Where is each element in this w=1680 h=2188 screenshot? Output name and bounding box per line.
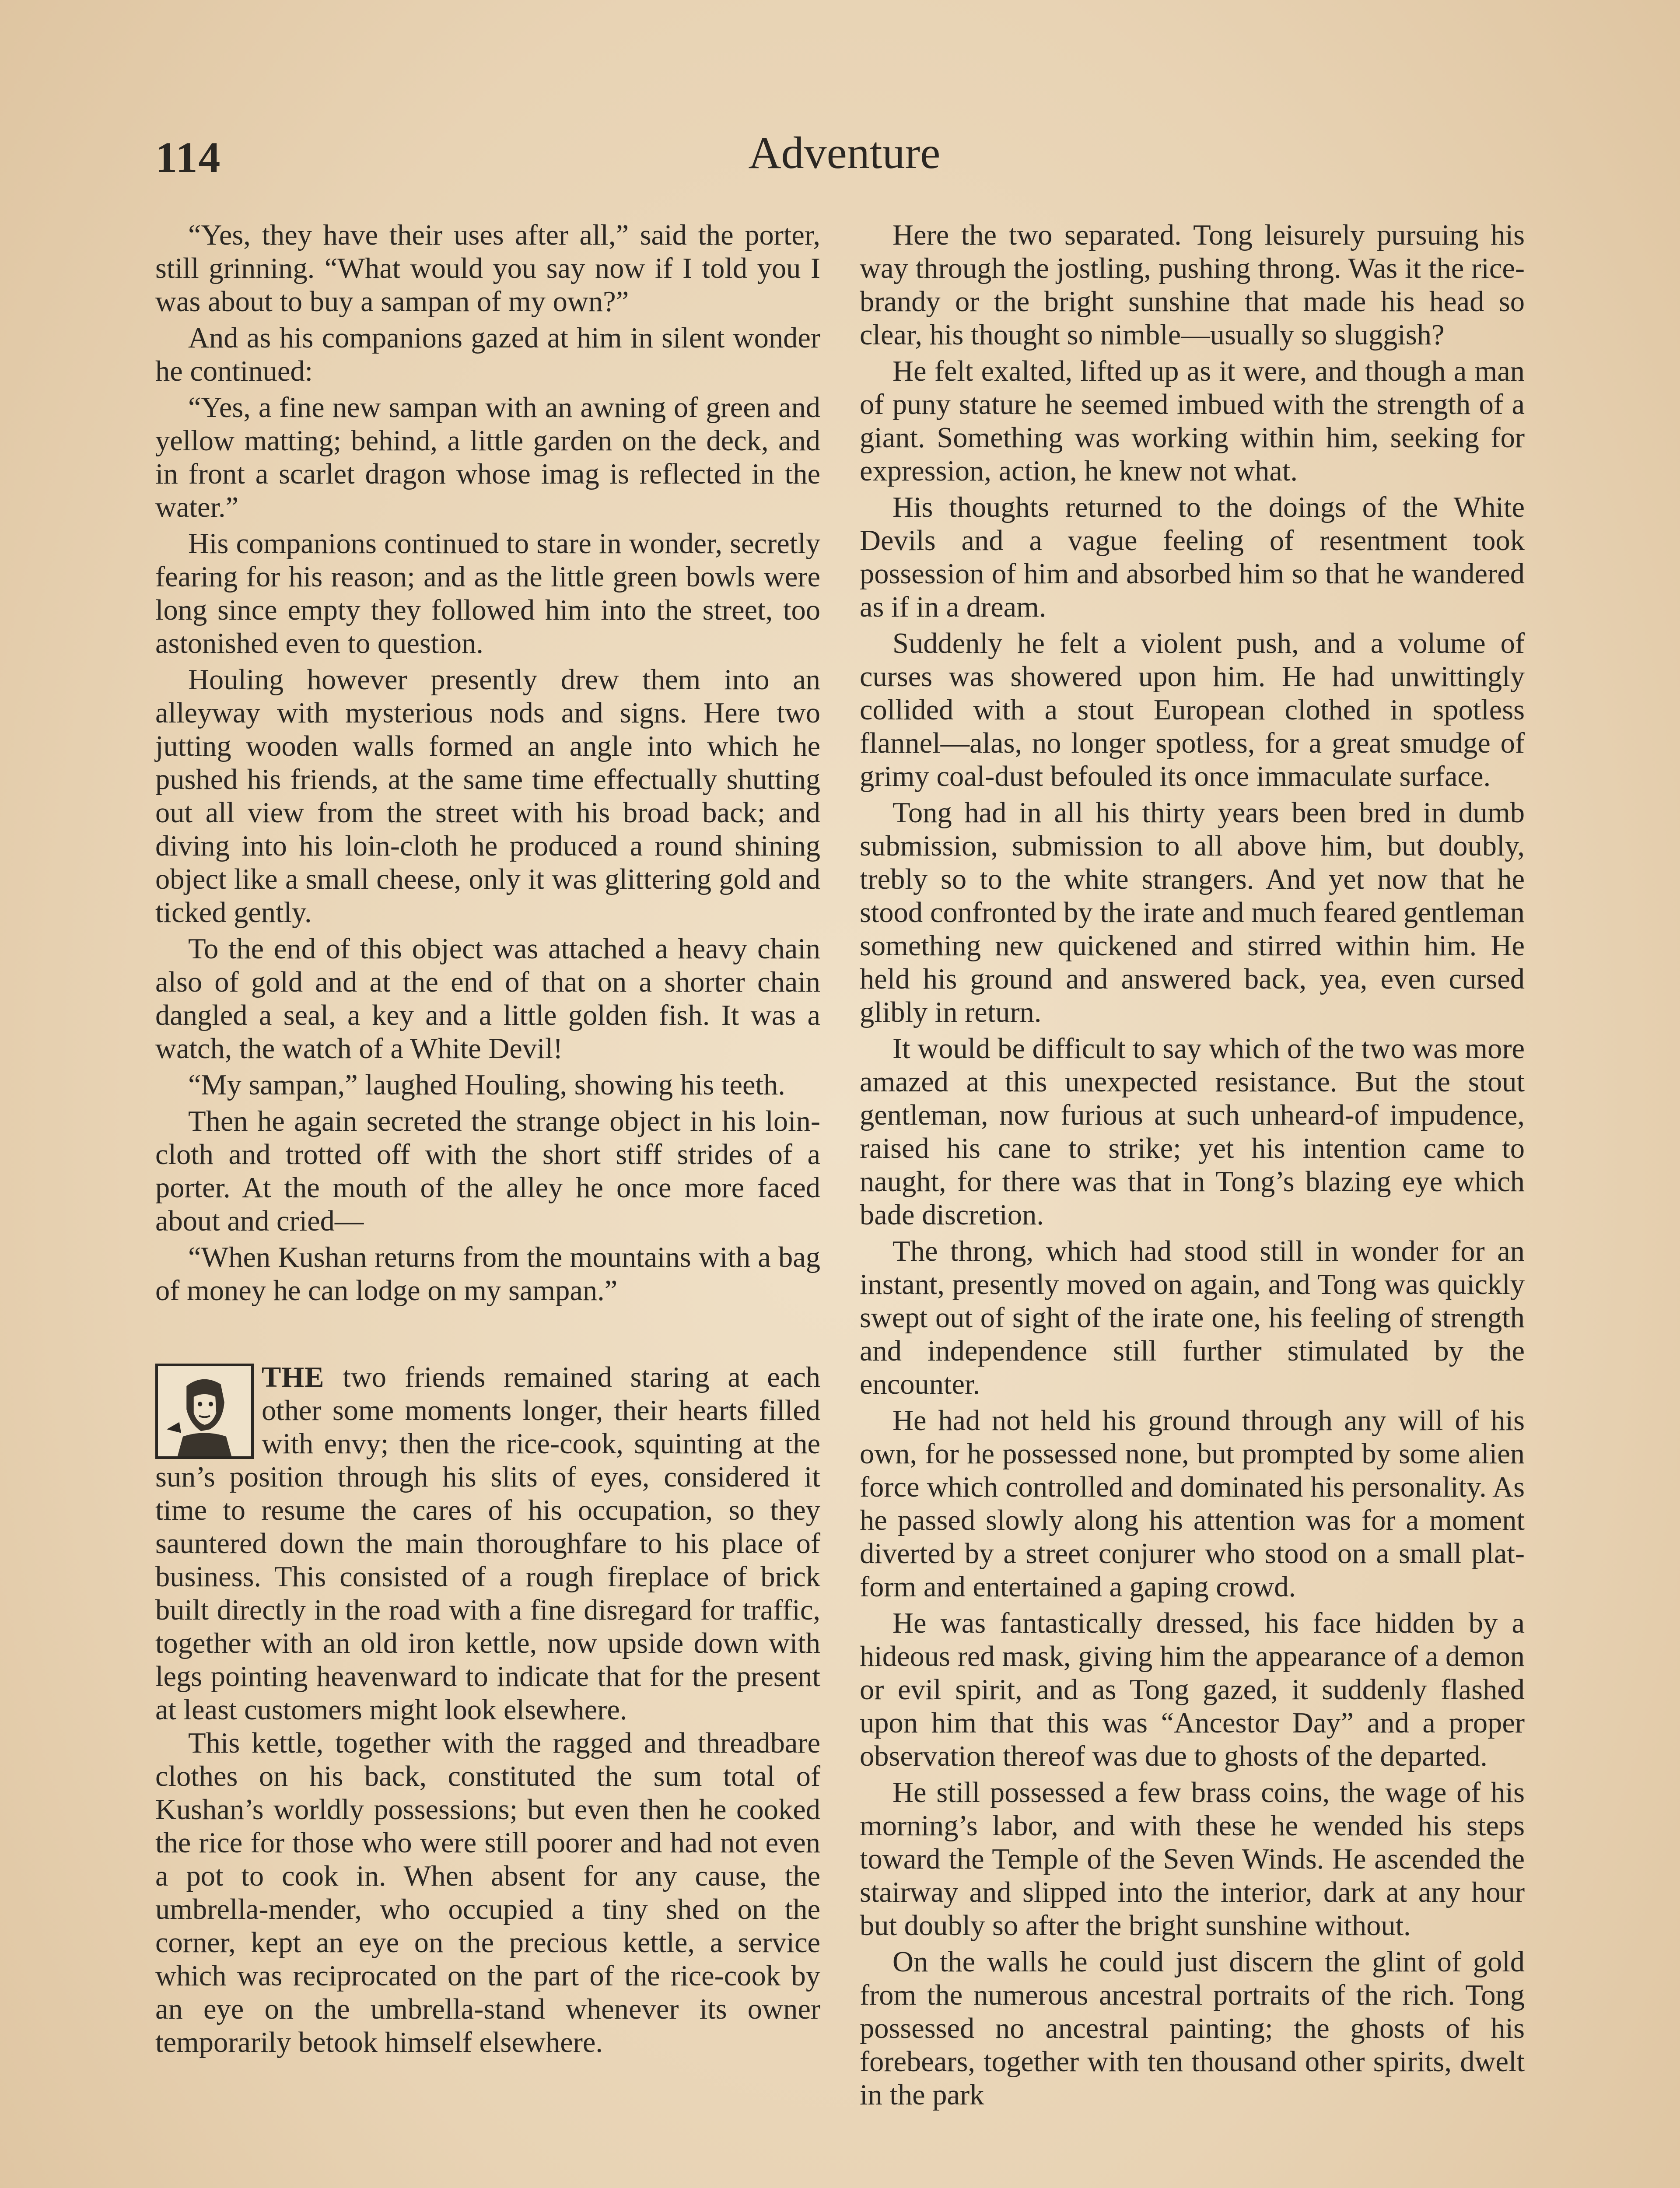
paragraph: Tong had in all his thirty years been bred in dumb submission, submission to all above him, but doubly, trebly so to the white strangers. And yet now that he stood confronted by the irate and much feared gentleman something new quickened and stirred within him. He held his ground and answered back, yea, even cursed glibly in return. [860, 797, 1525, 1028]
drop-cap-lead-word: THE [262, 1361, 325, 1393]
paragraph: He was fantastically dressed, his face hidden by a hideous red mask, giving him the appearance of a demon or evil spirit, and as Tong gazed, it suddenly flashed upon him that this was “Ancestor Day” and a proper observation thereof was due to ghosts of the departed. [860, 1607, 1525, 1772]
paragraph: He felt exalted, lifted up as it were, and though a man of puny stature he seemed imbued with the strength of a giant. Something was working within him, seeking for expression, action, he knew not what. [860, 355, 1525, 487]
paragraph: On the walls he could just discern the glint of gold from the numerous ancestral portraits of the rich. Tong possessed no ancestral painting; the ghosts of his forebears, together with ten thousand other spirits, dwelt in the park [860, 1946, 1525, 2111]
portrait-vignette-icon [155, 1364, 254, 1459]
drop-cap-paragraph-text: two friends remained staring at each other some moments longer, their hearts filled with envy; then the rice-cook, squinting at the sun’s position through his slits of eyes, considered it time to resume the cares of his occupation, so they sauntered down the main thoroughfare to his place of business. This consisted of a rough fireplace of brick built directly in the road with a fine disregard for traffic, together with an old iron kettle, now upside down with legs pointing heavenward to indicate that for the present at least customers might look elsewhere. [155, 1361, 820, 1726]
paragraph: To the end of this object was attached a heavy chain also of gold and at the end of that on a shorter chain dangled a seal, a key and a little golden fish. It was a watch, the watch of a White Devil! [155, 933, 820, 1065]
paragraph: “Yes, they have their uses after all,” said the porter, still grinning. “What would you say now if I told you I was about to buy a sampan of my own?” [155, 219, 820, 318]
paragraph: His thoughts returned to the doings of the White Devils and a vague feeling of resentment took possession of him and absorbed him so that he wandered as if in a dream. [860, 491, 1525, 623]
running-title: Adventure [748, 128, 941, 178]
paragraph: “My sampan,” laughed Houling, showing his teeth. [188, 1069, 785, 1101]
right-column [860, 219, 1525, 2115]
drop-cap-section [155, 1361, 820, 2059]
paragraph: Then he again secreted the strange object in his loin-cloth and trotted off with the short stiff strides of a porter. At the mouth of the alley he once more faced about and cried— [155, 1105, 820, 1237]
paragraph: Suddenly he felt a violent push, and a volume of curses was showered upon him. He had unwittingly collided with a stout European clothed in spotless flannel—alas, no longer spotless, for a great smudge of grimy coal-dust befouled its once immaculate surface. [860, 628, 1525, 792]
paragraph: Houling however presently drew them into an alleyway with mysterious nods and signs. Here two jutting wooden walls formed an angle into which he pushed his friends, at the same time effectually shutting out all view from the street with his broad back; and diving into his loin-cloth he produced a round shining object like a small cheese, only it was glittering gold and ticked gently. [155, 664, 820, 929]
paragraph: Here the two separated. Tong leisurely pursuing his way through the jostling, pushing throng. Was it the rice-brandy or the bright sunshine that made his head so clear, his thought so nimble—usually so sluggish? [860, 219, 1525, 351]
paragraph: And as his companions gazed at him in silent wonder he continued: [155, 322, 820, 387]
drop-cap-paragraph [155, 1361, 820, 1727]
page-header [155, 127, 1533, 193]
paragraph: This kettle, together with the ragged and threadbare clothes on his back, constituted the sum total of Kushan’s worldly possessions; but even then he cooked the rice for those who were still poorer and had not even a pot to cook in. When absent for any cause, the umbrella-mender, who occupied a tiny shed on the corner, kept an eye on the precious kettle, a service which was reciprocated on the part of the rice-cook by an eye on the umbrella-stand whenever its owner temporarily betook himself elsewhere. [155, 1727, 820, 2058]
paragraph: He still possessed a few brass coins, the wage of his morning’s labor, and with these he wended his steps toward the Temple of the Seven Winds. He ascended the stairway and slipped into the interior, dark at any hour but doubly so after the bright sunshine without. [860, 1777, 1525, 1942]
paragraph: “Yes, a fine new sampan with an awning of green and yellow matting; behind, a little garden on the deck, and in front a scarlet dragon whose imag is reflected in the water.” [155, 392, 820, 523]
paragraph: The throng, which had stood still in wonder for an instant, presently moved on again, and Tong was quickly swept out of sight of the irate one, his feeling of strength and independence still further stimulated by the encounter. [860, 1235, 1525, 1400]
left-column [155, 219, 820, 2062]
paragraph: “When Kushan returns from the mountains with a bag of money he can lodge on my sampan.” [155, 1241, 820, 1307]
page-number: 114 [155, 133, 221, 182]
paragraph: It would be difficult to say which of the two was more amazed at this unexpected resistance. But the stout gentleman, now furious at such unheard-of impudence, raised his cane to strike; yet his intention came to naught, for there was that in Tong’s blazing eye which bade discretion. [860, 1033, 1525, 1231]
section-break [155, 1311, 820, 1361]
paragraph: His companions continued to stare in wonder, secretly fearing for his reason; and as the little green bowls were long since empty they followed him into the street, too astonished even to question. [155, 528, 820, 659]
paragraph: He had not held his ground through any will of his own, for he possessed none, but prompted by some alien force which controlled and dominated his personality. As he passed slowly along his attention was for a moment diverted by a street conjurer who stood on a small platform and entertained a gaping crowd. [860, 1405, 1525, 1603]
